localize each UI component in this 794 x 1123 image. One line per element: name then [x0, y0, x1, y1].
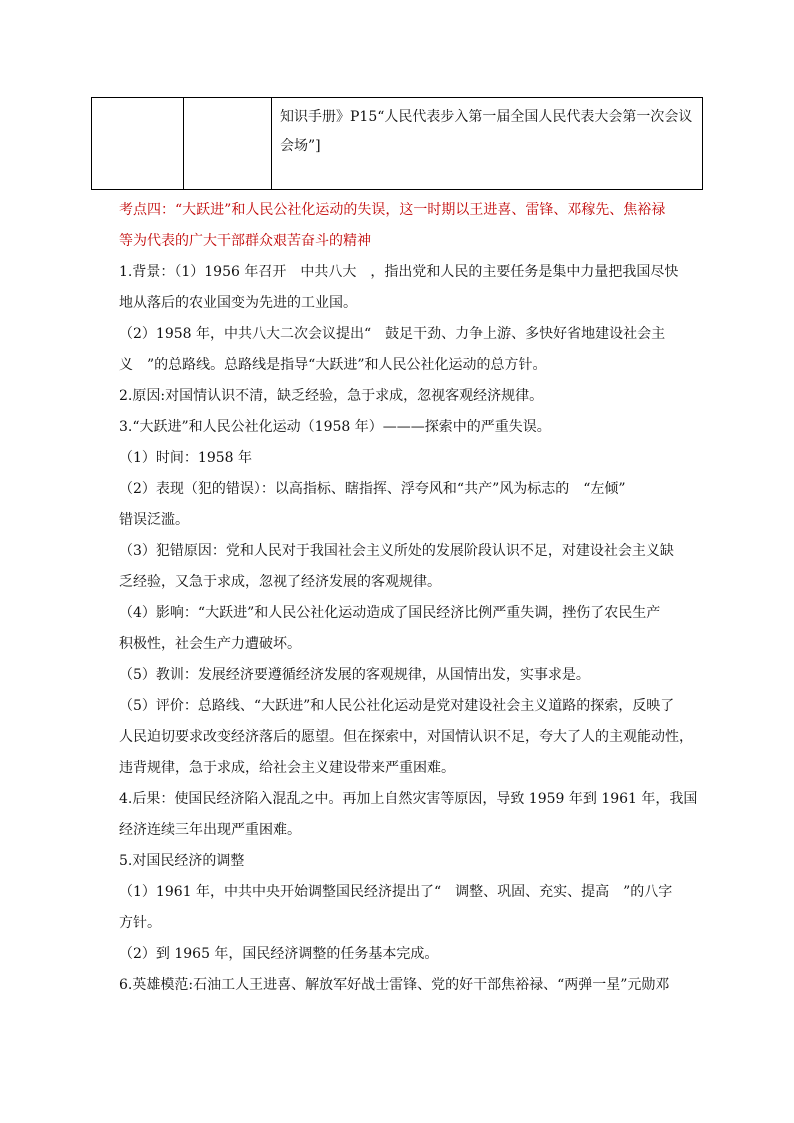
table-cell-note: 知识手册》P15“人民代表步入第一届全国人民代表大会第一次会议会场”]: [272, 98, 703, 190]
text-line: （5）评价：总路线、“大跃进”和人民公社化运动是党对建设社会主义道路的探索，反映了: [119, 698, 675, 714]
text-line: 违背规律，急于求成，给社会主义建设带来严重困难。: [119, 760, 455, 776]
text-line: 2.原因:对国情认识不清，缺乏经验，急于求成，忽视客观经济规律。: [119, 388, 544, 404]
text-line: 3.“大跃进”和人民公社化运动（1958 年）———探索中的严重失误。: [119, 419, 551, 435]
table-row: [92, 98, 703, 190]
text-line: （2）1958 年，中共八大二次会议提出“ 鼓足干劲、力争上游、多快好省地建设社会主: [119, 326, 666, 342]
text-line: （4）影响：“大跃进”和人民公社化运动造成了国民经济比例严重失调，挫伤了农民生产: [119, 605, 661, 621]
text-line: 积极性，社会生产力遭破坏。: [119, 636, 301, 652]
text-line: 人民迫切要求改变经济落后的愿望。但在探索中，对国情认识不足，夸大了人的主观能动性，: [119, 729, 693, 745]
top-table: [91, 97, 703, 190]
table-cell-empty-1: [92, 98, 184, 190]
text-line: 地从落后的农业国变为先进的工业国。: [119, 295, 357, 311]
section-heading-line-2: 等为代表的广大干部群众艰苦奋斗的精神: [119, 233, 371, 249]
text-line: （5）教训：发展经济要遵循经济发展的客观规律，从国情出发，实事求是。: [119, 667, 590, 683]
text-line: 错误泛滥。: [119, 512, 189, 528]
text-line: 义 ”的总路线。总路线是指导“大跃进”和人民公社化运动的总方针。: [119, 357, 547, 373]
text-line: 4.后果：使国民经济陷入混乱之中。再加上自然灾害等原因，导致 1959 年到 1961 年，我国: [119, 791, 698, 807]
text-line: 方针。: [119, 915, 161, 931]
text-line: （1）时间：1958 年: [119, 450, 252, 466]
text-line: 1.背景：（1）1956 年召开 中共八大 ，指出党和人民的主要任务是集中力量把我国尽快: [119, 264, 679, 280]
text-line: 经济连续三年出现严重困难。: [119, 822, 301, 838]
text-line: 6.英雄模范:石油工人王进喜、解放军好战士雷锋、党的好干部焦裕禄、“两弹一星”元勋邓: [119, 977, 670, 993]
text-line: （2）表现（犯的错误）：以高指标、瞎指挥、浮夸风和“共产”风为标志的 “左倾”: [119, 481, 626, 497]
text-line: （1）1961 年，中共中央开始调整国民经济提出了“ 调整、巩固、充实、提高 ”的八字: [119, 884, 673, 900]
text-line: （3）犯错原因：党和人民对于我国社会主义所处的发展阶段认识不足，对建设社会主义缺: [119, 543, 674, 559]
table-cell-empty-2: [184, 98, 272, 190]
section-heading-line-1: 考点四：“大跃进”和人民公社化运动的失误，这一时期以王进喜、雷锋、邓稼先、焦裕禄: [119, 202, 666, 218]
text-line: （2）到 1965 年，国民经济调整的任务基本完成。: [119, 946, 439, 962]
text-line: 5.对国民经济的调整: [119, 853, 245, 869]
text-line: 乏经验，又急于求成，忽视了经济发展的客观规律。: [119, 574, 441, 590]
document-body: [119, 195, 698, 1001]
